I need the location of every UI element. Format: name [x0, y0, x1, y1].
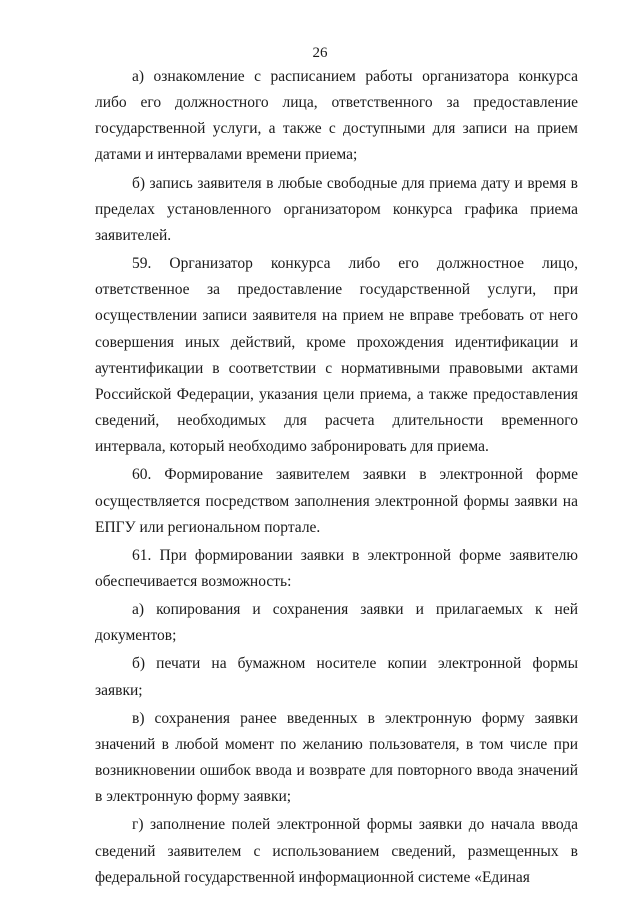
page-number: 26 — [312, 45, 328, 61]
paragraph-61: 61. При формировании заявки в электронной форме заявителю обеспечивается возможность: — [95, 546, 578, 590]
paragraph-61-b-print: б) печати на бумажном носителе копии электронной формы заявки; — [95, 655, 578, 699]
paragraph-b-appointment: б) запись заявителя в любые свободные для приема дату и время в пределах установленного организатором конкурса графика приема заявителей. — [95, 174, 578, 244]
paragraph-a-familiarization: а) ознакомление с расписанием работы организатора конкурса либо его должностного лица, ответственного за предоставление государственной услуги, а также с доступными для записи на прием датами и интервалами времени приема; — [95, 68, 578, 164]
paragraph-59: 59. Организатор конкурса либо его должностное лицо, ответственное за предоставление государственной услуги, при осуществлении записи заявителя на прием не вправе требовать от него совершения иных действий, кроме прохождения идентификации и аутентификации в соответствии с нормативными правовыми актами Российской Федерации, указания цели приема, а также предоставления сведений, необходимых для расчета длительности временного интервала, который необходимо забронировать для приема. — [95, 255, 578, 456]
paragraph-61-a-copy: а) копирования и сохранения заявки и прилагаемых к ней документов; — [95, 601, 578, 645]
document-body — [95, 64, 578, 891]
paragraph-61-g-autofill: г) заполнение полей электронной формы заявки до начала ввода сведений заявителем с использованием сведений, размещенных в федеральной государственной информационной системе «Единая — [95, 816, 578, 886]
paragraph-61-v-save: в) сохранения ранее введенных в электронную форму заявки значений в любой момент по желанию пользователя, в том числе при возникновении ошибок ввода и возврате для повторного ввода значений в электронную форму заявки; — [95, 709, 578, 806]
paragraph-60: 60. Формирование заявителем заявки в электронной форме осуществляется посредством заполнения электронной формы заявки на ЕПГУ или региональном портале. — [95, 466, 578, 536]
